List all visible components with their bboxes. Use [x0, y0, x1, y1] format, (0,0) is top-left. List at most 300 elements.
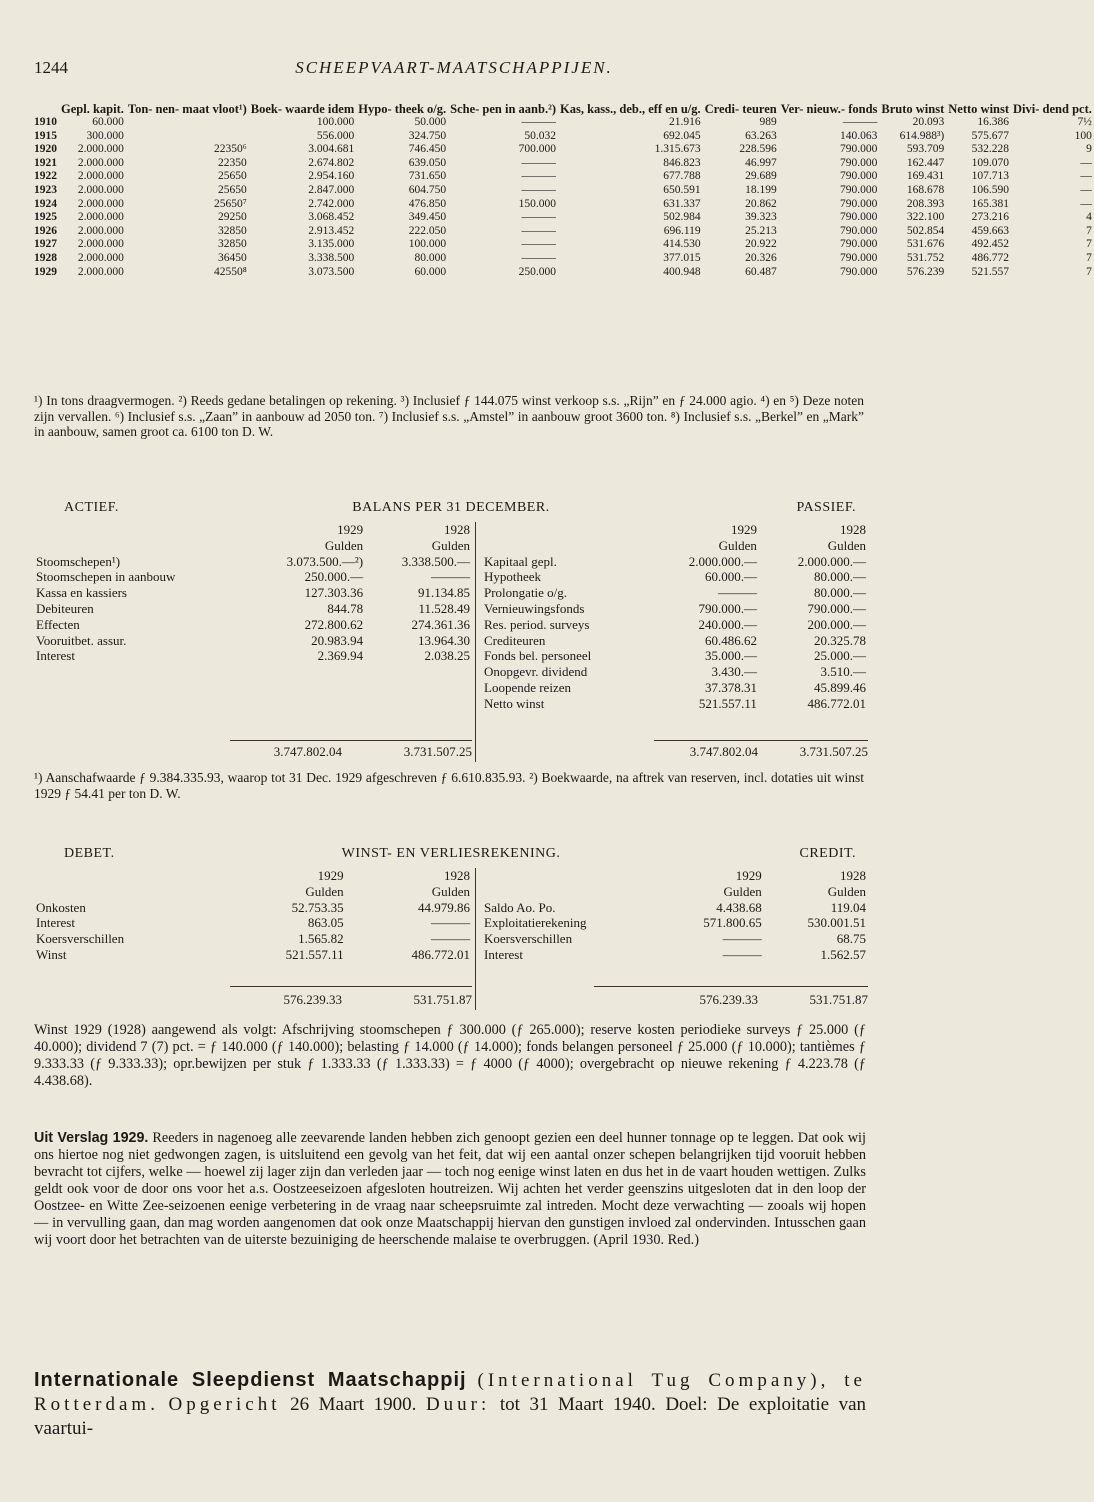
table-cell: 2.000.000 — [77, 211, 124, 224]
ledger-amount-1928: 200.000.— — [807, 616, 866, 632]
table-cell: 502.854 — [906, 224, 945, 237]
founded-label: Opgericht — [168, 1394, 281, 1415]
table-cell: 692.045 — [663, 129, 701, 142]
column-header: Ver- nieuw.- fonds — [780, 102, 878, 116]
table-cell: 106.590 — [971, 183, 1010, 196]
table-cell: 324.750 — [408, 129, 447, 142]
table-cell: 3.004.681 — [308, 143, 355, 156]
balance-year-1: 1929 — [337, 522, 364, 537]
table-cell: — — [1080, 183, 1092, 196]
ledger-amount-1929: 2.000.000.— — [688, 553, 757, 569]
table-cell: 846.823 — [663, 156, 701, 169]
ledger-label: Prolongatie o/g. — [484, 585, 568, 601]
table-cell: 2.000.000 — [77, 224, 124, 237]
ledger-amount-1929: 863.05 — [307, 915, 344, 931]
pl-unit-1: Gulden — [305, 883, 344, 899]
ledger-amount-1928: 3.510.— — [820, 664, 866, 680]
ledger-amount-1929: 2.369.94 — [317, 648, 364, 664]
balance-right — [482, 522, 868, 712]
year-cell: 1921 — [34, 156, 57, 169]
year-cell: 1923 — [34, 183, 57, 196]
balance-title: BALANS PER 31 DECEMBER. — [352, 500, 550, 515]
table-cell: 576.239 — [906, 265, 945, 278]
ledger-row — [34, 585, 472, 601]
year-cell: 1929 — [34, 265, 57, 278]
table-cell: 222.050 — [408, 224, 447, 237]
statistics-table — [32, 102, 1094, 279]
ledger-row — [482, 900, 868, 916]
table-cell: 100.000 — [316, 116, 355, 128]
table-cell: 459.663 — [971, 224, 1010, 237]
table-cell: 2.913.452 — [308, 224, 355, 237]
table-cell: 7 — [1086, 265, 1092, 278]
table-cell: 208.393 — [906, 197, 945, 210]
column-header: Netto winst — [948, 102, 1010, 116]
ledger-amount-1928: ——— — [431, 915, 470, 931]
table-cell: 140.063 — [840, 129, 878, 142]
table-row — [32, 266, 1094, 280]
table-cell: 2.000.000 — [77, 265, 124, 278]
table-cell: 29.689 — [745, 170, 777, 183]
table-cell: 531.676 — [906, 238, 945, 251]
ledger-amount-1928: 486.772.01 — [411, 946, 470, 962]
running-title: SCHEEPVAART-MAATSCHAPPIJEN. — [295, 58, 613, 77]
table-cell: 7½ — [1077, 116, 1092, 128]
table-cell: 25.213 — [745, 224, 777, 237]
goal-label: Doel: — [665, 1394, 708, 1415]
balance-year-2: 1928 — [444, 522, 470, 537]
table-cell: 169.431 — [906, 170, 945, 183]
table-row — [32, 157, 1094, 171]
table-cell: 168.678 — [906, 183, 945, 196]
ledger-amount-1929: 4.438.68 — [716, 899, 762, 915]
table-cell: 22350⁶ — [214, 143, 247, 156]
balance-unit-1: Gulden — [324, 537, 364, 553]
table-cell: ——— — [521, 251, 556, 264]
column-header: Kas, kass., deb., eff en u/g. — [559, 102, 701, 116]
table-cell: 29250 — [218, 211, 247, 224]
pl-total-1929-right: 576.239.33 — [699, 992, 758, 1007]
ledger-amount-1929: 20.983.94 — [311, 632, 364, 648]
table-cell: 790.000 — [840, 211, 878, 224]
ledger-amount-1929: 250.000.— — [304, 569, 364, 585]
ledger-row — [482, 680, 868, 696]
statistics-header-row — [32, 102, 1094, 116]
ledger-row — [34, 569, 472, 585]
ledger-label: Debiteuren — [36, 600, 94, 616]
report-text: Reeders in nagenoeg alle zeevarende landen hebben zich genoopt gezien een deel hunner tonnage op te leggen. Dat ook wij ons hiertoe nog niet gedwongen zagen, is uitsluitend een gevolg van het feit, dat wij een aantal onzer schepen belangrijken tijd vooruit hebben bevracht tot cijfers, welke — hoewel zij lager zijn dan verleden jaar — toch nog eenige winst laten en dus het in de vaart houden wettigen. Zulks geldt ook voor de door ons voor het a.s. Oostzeeseizoen afgesloten houtreizen. Wij achten het verder geenszins uitgesloten dat in den loop der Oostzee- en Witte Zee-seizoenen eenige verbetering in de vraag naar scheepsruimte zal intreden. Mocht deze verwachting — zooals wij hopen — in vervulling gaan, dan mag worden aangenomen dat ook onze Maatschappij hiervan den gunstigen invloed zal ondervinden. Intusschen gaan wij voort door het betrachten van de uiterste bezuiniging de heerschende malaise te overbruggen. (April 1930. Red.) — [34, 1130, 866, 1248]
annual-report-paragraph — [34, 1130, 866, 1249]
pl-unit-1-right: Gulden — [723, 883, 762, 899]
year-cell: 1922 — [34, 170, 57, 183]
pl-left-caption: DEBET. — [64, 846, 115, 861]
ledger-amount-1928: 2.000.000.— — [797, 553, 866, 569]
pl-unit-2: Gulden — [431, 883, 470, 899]
pl-unit-2-right: Gulden — [827, 883, 866, 899]
ledger-amount-1928: ——— — [431, 569, 470, 585]
ledger-amount-1929: 52.753.35 — [291, 899, 344, 915]
table-cell: — — [1080, 197, 1092, 210]
table-cell: 100 — [1074, 129, 1092, 142]
ledger-amount-1929: 521.557.11 — [285, 946, 344, 962]
table-cell: 7 — [1086, 238, 1092, 251]
table-cell: 2.000.000 — [77, 197, 124, 210]
balance-year-1-right: 1929 — [730, 522, 757, 537]
ledger-row — [34, 554, 472, 570]
ledger-label: Kapitaal gepl. — [484, 553, 557, 569]
table-cell: 790.000 — [840, 265, 878, 278]
table-cell: 2.000.000 — [77, 238, 124, 251]
table-cell: 604.750 — [408, 183, 447, 196]
ledger-label: Koersverschillen — [36, 931, 125, 947]
ledger-amount-1929: 844.78 — [327, 600, 364, 616]
ledger-row — [482, 648, 868, 664]
table-cell: 492.452 — [971, 238, 1010, 251]
ledger-row — [34, 947, 472, 963]
table-cell: 556.000 — [316, 129, 355, 142]
profit-appropriation-text: Winst 1929 (1928) aangewend als volgt: Afschrijving stoomschepen ƒ 300.000 (ƒ 265.000); reserve kosten periodieke surveys ƒ 25.000 (ƒ 40.000); dividend 7 (7) pct. = ƒ 140.000 (ƒ 140.000); belasting ƒ 14.000 (ƒ 14.000); fonds belangen personeel ƒ 25.000 (ƒ 10.000); tantièmes ƒ 9.333.33 (ƒ 9.333.33); opr.bewijzen per stuk ƒ 1.333.33 (ƒ 1.333.33) = ƒ 4000 (ƒ 4000); overgebracht op nieuwe rekening ƒ 4.223.78 (ƒ 4.438.68). — [34, 1022, 866, 1089]
table-cell: 2.000.000 — [77, 143, 124, 156]
table-cell: 531.752 — [906, 251, 945, 264]
table-cell: 7 — [1086, 251, 1092, 264]
column-header: Sche- pen in aanb.²) — [450, 102, 556, 116]
balance-left — [34, 522, 472, 664]
table-cell: 36450 — [218, 251, 247, 264]
table-cell: 250.000 — [518, 265, 556, 278]
ledger-row — [482, 664, 868, 680]
table-cell: 21.916 — [669, 116, 701, 128]
balance-total-1928-right: 3.731.507.25 — [799, 744, 868, 759]
ledger-amount-1928: 44.979.86 — [418, 899, 470, 915]
table-cell: 322.100 — [906, 211, 945, 224]
table-cell: 7 — [1086, 224, 1092, 237]
table-cell: 228.596 — [739, 143, 777, 156]
goal-text: De exploitatie van vaartui- — [34, 1394, 867, 1439]
ledger-amount-1929: 3.073.500.—²) — [286, 553, 364, 569]
table-cell: 300.000 — [86, 129, 124, 142]
table-cell: 476.850 — [408, 197, 447, 210]
table-cell: 2.000.000 — [77, 183, 124, 196]
table-cell: 2.000.000 — [77, 251, 124, 264]
ledger-row — [34, 617, 472, 633]
pl-right — [482, 868, 868, 963]
pl-total-1928-right: 531.751.87 — [809, 992, 868, 1007]
table-row — [32, 211, 1094, 225]
pl-year-1: 1929 — [317, 868, 344, 883]
balance-total-rule-left — [230, 740, 472, 741]
ledger-amount-1929: ——— — [722, 946, 762, 962]
table-cell: 273.216 — [971, 211, 1010, 224]
balance-assets — [34, 554, 472, 665]
ledger-row — [34, 601, 472, 617]
ledger-label: Stoomschepen in aanbouw — [36, 569, 176, 585]
table-cell: 32850 — [218, 238, 247, 251]
ledger-label: Loopende reizen — [484, 679, 571, 695]
table-cell: ——— — [521, 116, 556, 128]
ledger-amount-1928: 80.000.— — [814, 569, 866, 585]
ledger-amount-1929: 240.000.— — [698, 616, 757, 632]
balance-total-rule-right — [654, 740, 868, 741]
ledger-amount-1928: 119.04 — [830, 899, 866, 915]
column-header — [32, 102, 59, 116]
ledger-amount-1929: ——— — [722, 931, 762, 947]
pl-title: WINST- EN VERLIESREKENING. — [341, 846, 561, 861]
table-cell — [126, 116, 249, 130]
balance-right-caption: PASSIEF. — [796, 500, 856, 515]
table-row — [32, 198, 1094, 212]
ledger-row — [482, 585, 868, 601]
table-cell: 60.000 — [92, 116, 124, 128]
table-cell: 731.650 — [408, 170, 447, 183]
table-cell: 3.338.500 — [308, 251, 355, 264]
balance-liabilities — [482, 554, 868, 712]
table-row — [32, 252, 1094, 266]
company-entry — [34, 1368, 866, 1441]
pl-total-rule-right — [594, 986, 868, 987]
ledger-row — [34, 931, 472, 947]
table-cell: 790.000 — [840, 143, 878, 156]
table-cell: 2.954.160 — [308, 170, 355, 183]
pl-total-1929-left: 576.239.33 — [283, 992, 342, 1007]
table-cell: 20.093 — [912, 116, 945, 128]
page-number: 1244 — [34, 58, 68, 77]
pl-year-2: 1928 — [444, 868, 470, 883]
pl-right-caption: CREDIT. — [799, 846, 856, 861]
table-cell: 9 — [1086, 143, 1092, 156]
table-cell: 50.000 — [414, 116, 447, 128]
balance-footnotes: ¹) Aanschafwaarde ƒ 9.384.335.93, waarop tot 31 Dec. 1929 afgeschreven ƒ 6.610.835.93. ²) Boekwaarde, na aftrek van reserven, incl. dotaties uit winst 1929 ƒ 54.41 per ton D. W. — [34, 770, 864, 801]
ledger-row — [482, 554, 868, 570]
table-cell: 46.997 — [745, 156, 777, 169]
ledger-row — [482, 696, 868, 712]
ledger-amount-1929: 127.303.36 — [304, 585, 364, 601]
table-cell: 25650 — [218, 170, 247, 183]
ledger-row — [34, 633, 472, 649]
table-cell: 989 — [759, 116, 777, 128]
ledger-label: Hypotheek — [484, 569, 542, 585]
table-cell: 32850 — [218, 224, 247, 237]
ledger-amount-1928: 1.562.57 — [820, 946, 866, 962]
table-row — [32, 130, 1094, 144]
table-row — [32, 116, 1094, 130]
table-cell: 532.228 — [971, 143, 1010, 156]
table-cell: ——— — [521, 183, 556, 196]
ledger-amount-1928: ——— — [431, 931, 470, 947]
table-cell: ——— — [842, 116, 878, 128]
table-cell: 650.591 — [663, 183, 701, 196]
table-cell: 50.032 — [524, 129, 556, 142]
table-cell: 80.000 — [414, 251, 447, 264]
table-cell: 377.015 — [663, 251, 701, 264]
table-cell: 746.450 — [408, 143, 447, 156]
table-cell: — — [1080, 170, 1092, 183]
pl-divider — [475, 868, 476, 1010]
table-cell: 18.199 — [745, 183, 777, 196]
year-cell: 1915 — [34, 129, 57, 142]
ledger-amount-1929: 1.565.82 — [298, 931, 344, 947]
ledger-amount-1929: 37.378.31 — [704, 679, 757, 695]
table-cell: 20.922 — [745, 238, 777, 251]
table-cell: 593.709 — [906, 143, 945, 156]
ledger-row — [482, 569, 868, 585]
statistics-body — [32, 116, 1094, 279]
table-cell: 2.000.000 — [77, 156, 124, 169]
ledger-label: Exploitatierekening — [484, 915, 587, 931]
column-header: Boek- waarde idem — [250, 102, 355, 116]
duration-text: tot 31 Maart 1940. — [499, 1394, 656, 1415]
balance-year-2-right: 1928 — [840, 522, 866, 537]
ledger-amount-1929: 272.800.62 — [304, 616, 364, 632]
table-cell: 790.000 — [840, 251, 878, 264]
table-cell: 3.068.452 — [308, 211, 355, 224]
table-cell: 677.788 — [663, 170, 701, 183]
balance-total-1929-left: 3.747.802.04 — [273, 744, 342, 759]
ledger-label: Netto winst — [484, 695, 545, 711]
ledger-row — [34, 915, 472, 931]
ledger-amount-1928: 68.75 — [836, 931, 866, 947]
balance-divider — [475, 522, 476, 762]
ledger-label: Fonds bel. personeel — [484, 648, 592, 664]
table-cell: 16.386 — [977, 116, 1010, 128]
ledger-amount-1929: 790.000.— — [698, 600, 757, 616]
table-cell: 2.000.000 — [77, 170, 124, 183]
balance-left-caption: ACTIEF. — [64, 500, 119, 515]
ledger-label: Vooruitbet. assur. — [36, 632, 127, 648]
table-cell: — — [1080, 156, 1092, 169]
table-cell: 150.000 — [518, 197, 556, 210]
table-cell: 631.337 — [663, 197, 701, 210]
table-cell: 22350 — [218, 156, 247, 169]
pl-credit-rows — [482, 900, 868, 963]
table-cell: 2.742.000 — [308, 197, 355, 210]
year-cell: 1920 — [34, 143, 57, 156]
balance-total-1929-right: 3.747.802.04 — [689, 744, 758, 759]
table-cell: 3.135.000 — [308, 238, 355, 251]
ledger-amount-1928: 45.899.46 — [814, 679, 866, 695]
ledger-row — [482, 947, 868, 963]
ledger-label: Res. period. surveys — [484, 616, 590, 632]
table-row — [32, 184, 1094, 198]
table-cell: 60.000 — [414, 265, 447, 278]
ledger-label: Koersverschillen — [484, 931, 573, 947]
table-cell: 400.948 — [663, 265, 701, 278]
table-cell: 39.323 — [745, 211, 777, 224]
table-cell: 349.450 — [408, 211, 447, 224]
pl-year-1-right: 1929 — [735, 868, 762, 883]
table-cell: 790.000 — [840, 183, 878, 196]
ledger-amount-1929: 3.430.— — [711, 664, 757, 680]
table-cell: 614.988³) — [899, 129, 945, 142]
ledger-amount-1928: 80.000.— — [814, 585, 866, 601]
ledger-amount-1929: 571.800.65 — [703, 915, 762, 931]
column-header: Hypo- theek o/g. — [358, 102, 447, 116]
table-row — [32, 238, 1094, 252]
ledger-amount-1929: 60.000.— — [704, 569, 757, 585]
balance-sheet — [34, 500, 868, 762]
ledger-amount-1928: 3.338.500.— — [401, 553, 470, 569]
duration-label: Duur: — [425, 1394, 491, 1415]
ledger-label: Interest — [484, 946, 523, 962]
ledger-amount-1928: 274.361.36 — [411, 616, 470, 632]
table-cell: 575.677 — [971, 129, 1010, 142]
table-cell: 25650⁷ — [214, 197, 247, 210]
balance-total-1928-left: 3.731.507.25 — [403, 744, 472, 759]
table-cell: 3.073.500 — [308, 265, 355, 278]
table-footnotes: ¹) In tons draagvermogen. ²) Reeds gedane betalingen op rekening. ³) Inclusief ƒ 144.075 winst verkoop s.s. „Rijn” en ƒ 24.000 agio. ⁴) en ⁵) Deze noten zijn vervallen. ⁶) Inclusief s.s. „Zaan” in aanbouw ad 2050 ton. ⁷) Inclusief s.s. „Amstel” in aanbouw groot 3600 ton. ⁸) Inclusief s.s. „Berkel” en „Mark” in aanbouw, samen groot ca. 6100 ton D. W. — [34, 393, 864, 439]
ledger-amount-1929: ——— — [717, 585, 757, 601]
ledger-label: Effecten — [36, 616, 80, 632]
company-name: Internationale Sleepdienst Maatschappij — [34, 1369, 467, 1391]
pl-total-rule-left — [230, 986, 472, 987]
table-cell: ——— — [521, 224, 556, 237]
table-cell — [126, 130, 249, 144]
table-cell: 790.000 — [840, 238, 878, 251]
ledger-amount-1928: 790.000.— — [807, 600, 866, 616]
column-header: Credi- teuren — [704, 102, 777, 116]
ledger-row — [34, 900, 472, 916]
year-cell: 1928 — [34, 251, 57, 264]
report-label: Uit Verslag 1929. — [34, 1130, 149, 1146]
ledger-amount-1928: 530.001.51 — [807, 915, 866, 931]
year-cell: 1927 — [34, 238, 57, 251]
pl-debit-rows — [34, 900, 472, 963]
ledger-amount-1928: 2.038.25 — [424, 648, 470, 664]
balance-unit-2-right: Gulden — [827, 537, 866, 553]
ledger-row — [482, 617, 868, 633]
ledger-label: Interest — [36, 915, 75, 931]
table-row — [32, 225, 1094, 239]
year-cell: 1925 — [34, 211, 57, 224]
year-cell: 1924 — [34, 197, 57, 210]
table-cell: ——— — [521, 211, 556, 224]
column-header: Divi- dend pct. — [1013, 102, 1092, 116]
table-cell: 790.000 — [840, 170, 878, 183]
table-cell: 521.557 — [971, 265, 1010, 278]
balance-unit-1-right: Gulden — [718, 537, 757, 553]
company-english-name: (International Tug Company), te Rotterdam. — [34, 1370, 866, 1415]
ledger-label: Onopgevr. dividend — [484, 664, 588, 680]
table-row — [32, 143, 1094, 157]
table-cell: 109.070 — [971, 156, 1010, 169]
ledger-row — [482, 915, 868, 931]
table-cell: 42550⁸ — [214, 265, 247, 278]
table-cell: 107.713 — [971, 170, 1010, 183]
table-cell: ——— — [521, 156, 556, 169]
column-header: Gepl. kapit. — [61, 102, 124, 116]
ledger-label: Interest — [36, 648, 75, 664]
table-cell: 790.000 — [840, 224, 878, 237]
table-cell: 414.530 — [663, 238, 701, 251]
table-cell: 63.263 — [745, 129, 777, 142]
ledger-amount-1928: 11.528.49 — [418, 600, 470, 616]
table-cell: ——— — [521, 170, 556, 183]
table-cell: 486.772 — [971, 251, 1010, 264]
table-cell: 100.000 — [408, 238, 447, 251]
table-cell: 4 — [1086, 211, 1092, 224]
table-cell: 639.050 — [408, 156, 447, 169]
table-cell: ——— — [521, 238, 556, 251]
ledger-amount-1928: 91.134.85 — [418, 585, 470, 601]
table-cell: 790.000 — [840, 197, 878, 210]
column-header: Bruto winst — [881, 102, 945, 116]
year-cell: 1926 — [34, 224, 57, 237]
ledger-amount-1928: 20.325.78 — [814, 632, 866, 648]
ledger-row — [482, 931, 868, 947]
ledger-amount-1929: 60.486.62 — [704, 632, 757, 648]
ledger-label: Saldo Ao. Po. — [484, 899, 556, 915]
pl-year-2-right: 1928 — [840, 868, 866, 883]
table-cell: 20.326 — [745, 251, 777, 264]
